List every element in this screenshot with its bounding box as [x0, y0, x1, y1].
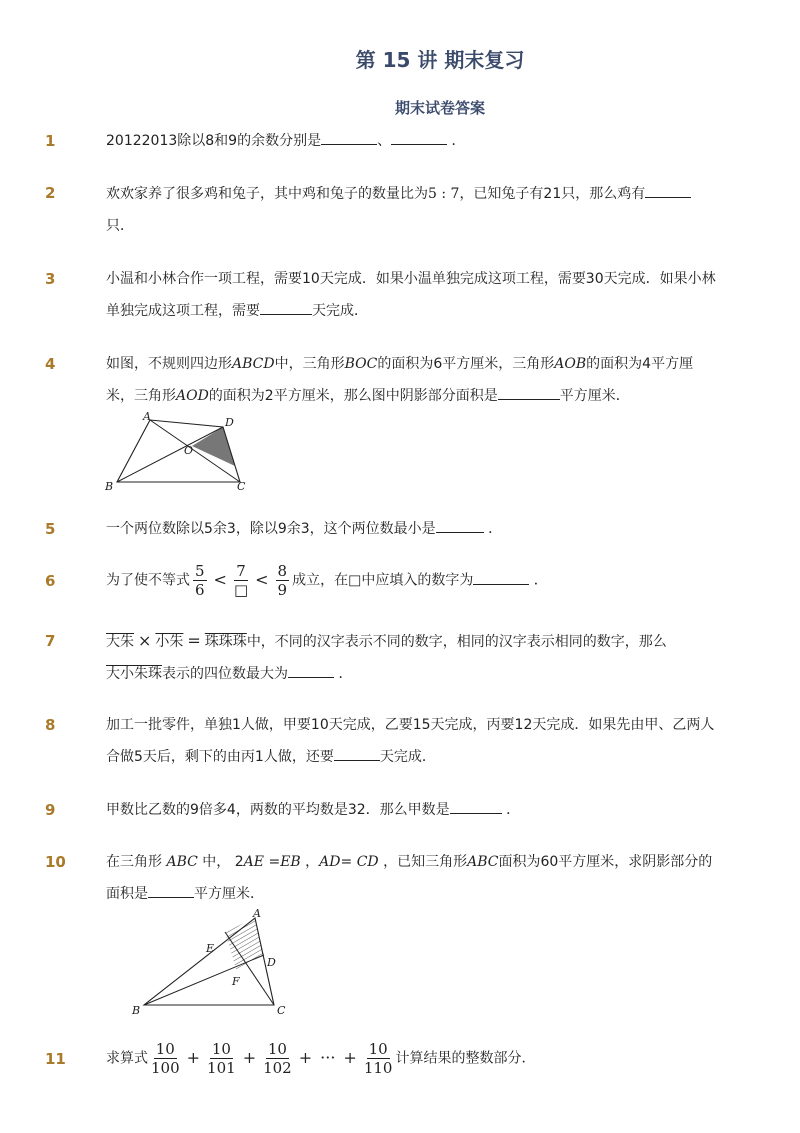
- answer-blank: [321, 130, 377, 145]
- fraction: $\frac{5}{6}$: [195, 562, 205, 599]
- diagonal-bd: [117, 427, 223, 482]
- triangle-figure: [125, 908, 295, 1020]
- answer-blank: [288, 663, 334, 678]
- answer-blank: [436, 518, 484, 533]
- fraction: $\frac{10}{101}$: [207, 1040, 236, 1077]
- question-number: 7: [45, 632, 56, 650]
- question-number: 3: [45, 270, 56, 288]
- label-d: D: [225, 416, 234, 429]
- fraction: $\frac{10}{102}$: [263, 1040, 292, 1077]
- question-text: 大朱 × 小朱 = 珠珠珠中，不同的汉字表示不同的数字，相同的汉字表示相同的数字，那么 大小朱珠表示的四位数最大为 ．: [106, 631, 667, 682]
- answer-blank: [334, 746, 380, 761]
- page-title: 第 15 讲 期末复习: [355, 48, 525, 72]
- answer-blank: [498, 385, 560, 400]
- question-number: 11: [45, 1050, 66, 1068]
- label-c: C: [237, 480, 246, 493]
- label-e: E: [206, 942, 215, 955]
- question-text: 一个两位数除以5余3，除以9余3，这个两位数最小是 ．: [106, 513, 716, 545]
- question-text: 甲数比乙数的9倍多4，两数的平均数是32．那么甲数是 ．: [106, 794, 716, 826]
- label-f: F: [232, 975, 240, 988]
- fraction: $\frac{10}{110}$: [363, 1040, 393, 1077]
- label-c: C: [277, 1004, 286, 1017]
- answer-blank: [260, 300, 312, 315]
- fraction: $\frac{8}{9}$: [277, 562, 288, 599]
- page-subtitle: 期末试卷答案: [394, 99, 485, 117]
- label-b: B: [105, 480, 114, 493]
- question-number: 8: [45, 716, 56, 734]
- question-text: 在三角形 ABC 中， 2AE =EB ，AD= CD ，已知三角形ABC面积为60平方厘米，求阴影部分的面积是 平方厘米．: [106, 854, 713, 902]
- question-number: 5: [45, 520, 56, 538]
- question-number: 10: [45, 853, 66, 871]
- question-number: 2: [45, 184, 56, 202]
- label-a: A: [143, 410, 151, 423]
- question-text: 如图，不规则四边形ABCD中，三角形BOC的面积为6平方厘米，三角形AOB的面积为4平方厘米，三角形AOD的面积为2平方厘米，那么图中阴影部分面积是 平方厘米．: [106, 356, 694, 404]
- answer-blank: [473, 570, 529, 585]
- question-text: 欢欢家养了很多鸡和兔子，其中鸡和兔子的数量比为5 : 7，已知兔子有21只，那么鸡有 只．: [106, 178, 716, 242]
- question-text: 求算式 $\frac{10}{100}$ + $\frac{10}{101}$ + $\frac{10}{102}$ + ··· + $\frac{10}{110}$ 计算结果的整数部分．: [106, 1040, 536, 1077]
- label-a: A: [253, 908, 261, 920]
- answer-blank: [450, 799, 502, 814]
- question-number: 9: [45, 801, 56, 819]
- answer-blank: [391, 130, 447, 145]
- question-text: 20122013除以8和9的余数分别是 、 ．: [106, 125, 716, 157]
- fraction: $\frac{10}{100}$: [151, 1040, 180, 1077]
- question-text: 小温和小林合作一项工程，需要10天完成．如果小温单独完成这项工程，需要30天完成．如果小林单独完成这项工程，需要 天完成．: [106, 271, 716, 319]
- question-text: 加工一批零件，单独1人做，甲要10天完成，乙要15天完成，丙要12天完成．如果先由甲、乙两人合做5天后，剩下的由丙1人做，还要 天完成．: [106, 717, 715, 765]
- answer-blank: [645, 183, 691, 198]
- label-b: B: [132, 1004, 141, 1017]
- label-d: D: [267, 956, 276, 969]
- question-number: 6: [45, 572, 56, 590]
- fraction: $\frac{7}{□}$: [233, 562, 249, 599]
- question-number: 4: [45, 355, 56, 373]
- label-o: O: [184, 444, 194, 457]
- quadrilateral-figure: [100, 408, 260, 496]
- question-number: 1: [45, 132, 56, 150]
- question-text: 为了使不等式 $\frac{5}{6}$ < $\frac{7}{□}$ < $\frac{8}{9}$ 成立，在□中应填入的数字为 ．: [106, 562, 548, 599]
- answer-blank: [148, 883, 194, 898]
